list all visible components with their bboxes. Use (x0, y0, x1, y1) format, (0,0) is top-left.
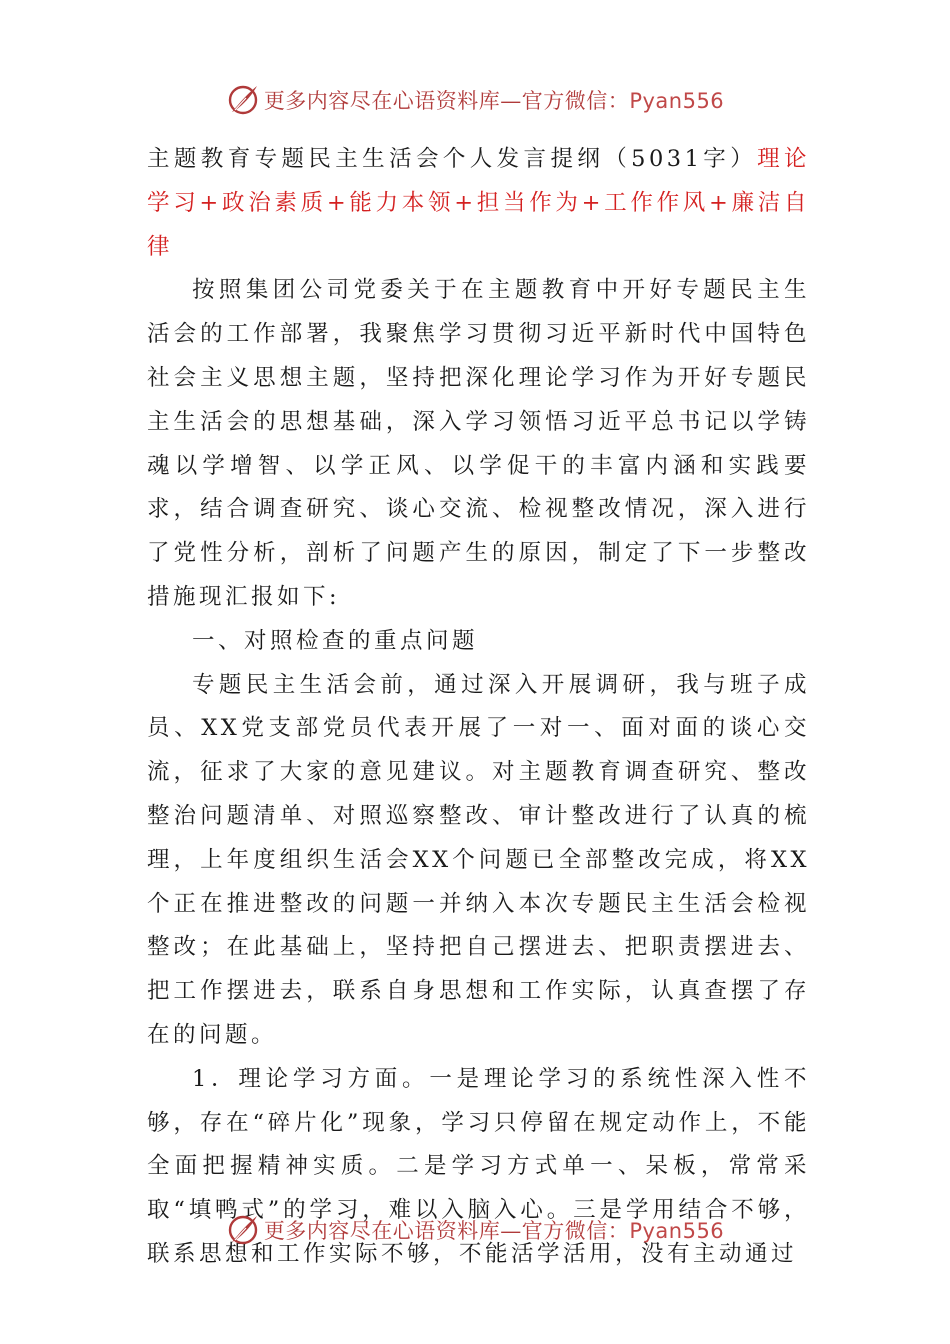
wechat-id: Pyan556 (629, 89, 725, 113)
watermark-text: 更多内容尽在心语资料库—官方微信：Pyan556 (263, 89, 725, 113)
section-heading: 一、对照检查的重点问题 (192, 627, 479, 654)
quill-circle-logo-icon (226, 1213, 260, 1247)
body-paragraph: 1．理论学习方面。一是理论学习的系统性深入性不够，存在“碎片化”现象，学习只停留在规定动作上，不能全面把握精神实质。二是学习方式单一、呆板，常常采取“填鸭式”的学习，难以入脑入心。三是学用结合不够，联系思想和工作实际不够，不能活学活用，没有主动通过 (147, 1065, 810, 1267)
header-watermark (0, 80, 950, 120)
body-paragraph: 专题民主生活会前，通过深入开展调研，我与班子成员、XX党支部党员代表开展了一对一、面对面的谈心交流，征求了大家的意见建议。对主题教育调查研究、整改整治问题清单、对照巡察整改、审计整改进行了认真的梳理，上年度组织生活会XX个问题已全部整改完成，将XX个正在推进整改的问题一并纳入本次专题民主生活会检视整改；在此基础上，坚持把自己摆进去、把职责摆进去、把工作摆进去，联系自身思想和工作实际，认真查摆了存在的问题。 (147, 671, 810, 1048)
intro-paragraph: 按照集团公司党委关于在主题教育中开好专题民主生活会的工作部署，我聚焦学习贯彻习近平新时代中国特色社会主义思想主题，坚持把深化理论学习作为开好专题民主生活会的思想基础，深入学习领悟习近平总书记以学铸魂以学增智、以学正风、以学促干的丰富内涵和实践要求，结合调查研究、谈心交流、检视整改情况，深入进行了党性分析，剖析了问题产生的原因，制定了下一步整改措施现汇报如下: (147, 277, 810, 610)
footer-watermark (0, 1210, 950, 1250)
document-body (147, 138, 810, 1277)
title-topics: 理论学习+政治素质+能力本领+担当作为+工作作风+廉洁自律 (147, 146, 810, 260)
watermark-text: 更多内容尽在心语资料库—官方微信：Pyan556 (263, 1219, 725, 1243)
document-title (147, 138, 810, 269)
quill-circle-logo-icon (226, 83, 260, 117)
title-main: 主题教育专题民主生活会个人发言提纲（5031字） (147, 146, 758, 172)
wechat-id: Pyan556 (629, 1219, 725, 1243)
